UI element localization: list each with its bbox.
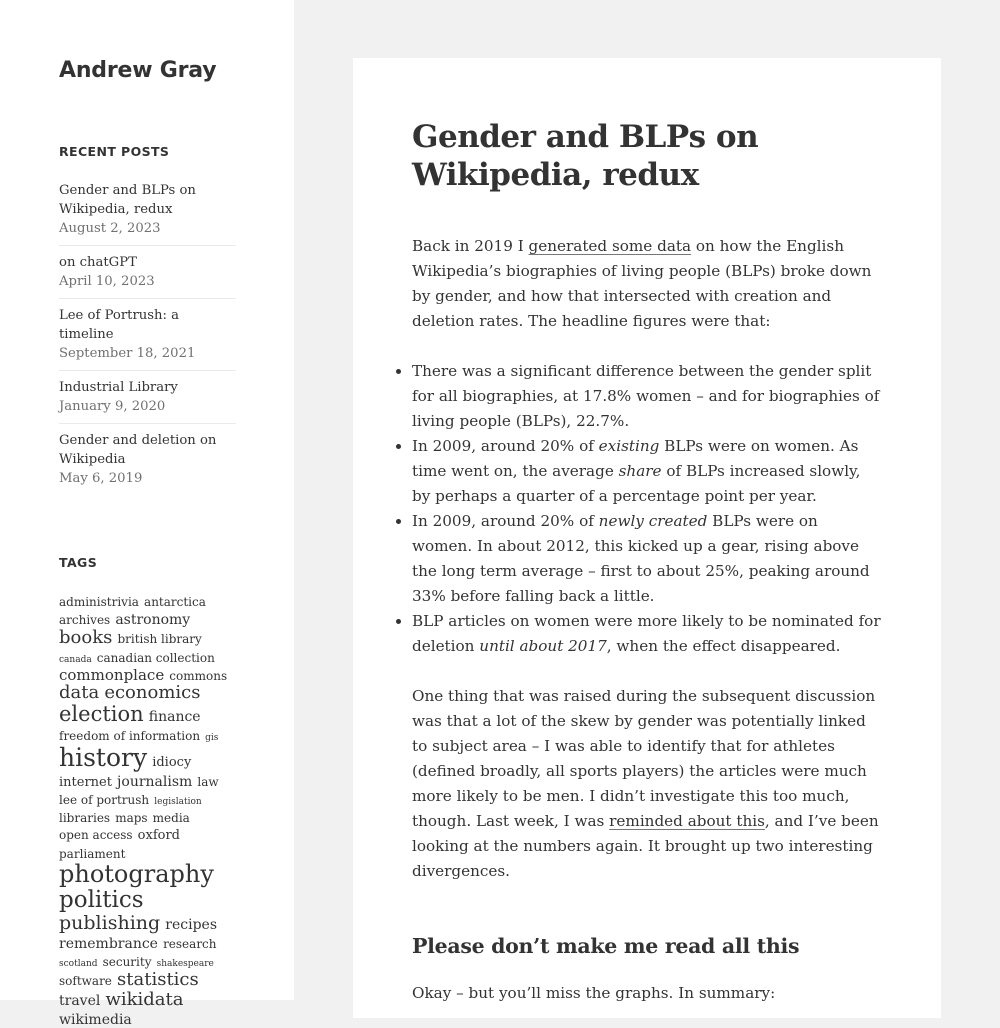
tag-link[interactable]: libraries — [59, 810, 111, 825]
recent-post-item — [59, 431, 236, 495]
tag-link[interactable]: commons — [169, 668, 228, 683]
tag-link[interactable]: oxford — [137, 828, 181, 844]
recent-posts-widget — [59, 144, 235, 495]
tag-link[interactable]: data — [59, 682, 100, 704]
tag-link[interactable]: commonplace — [59, 665, 165, 684]
recent-post-link[interactable]: Lee of Portrush: a timeline — [59, 308, 180, 342]
tag-link[interactable]: archives — [59, 612, 111, 627]
tag-link[interactable]: law — [197, 774, 219, 789]
tag-link[interactable]: media — [152, 810, 190, 825]
tag-link[interactable]: shakespeare — [156, 959, 214, 970]
intro-paragraph: Back in 2019 I generated some data on how the English Wikipedia’s biographies of living people (BLPs) broke down by gender, and how that intersected with creation and deletion rates. The headline figures were that: — [412, 237, 872, 330]
recent-post-link[interactable]: on chatGPT — [59, 255, 137, 270]
recent-post-link[interactable]: Gender and BLPs on Wikipedia, redux — [59, 183, 196, 217]
recent-post-item — [59, 253, 236, 299]
tag-link[interactable]: security — [102, 955, 152, 970]
tag-link[interactable]: freedom of information — [59, 729, 201, 744]
generated-data-link[interactable]: generated some data — [528, 237, 692, 255]
recent-posts-list — [59, 181, 236, 495]
tag-link[interactable]: photography — [59, 860, 214, 889]
recent-post-date: May 6, 2019 — [59, 471, 143, 486]
tag-link[interactable]: recipes — [165, 917, 218, 933]
tag-link[interactable]: open access — [59, 828, 133, 843]
site-title[interactable]: Andrew Gray — [59, 58, 217, 83]
tag-cloud — [59, 592, 239, 1028]
tag-link[interactable]: travel — [59, 992, 101, 1009]
tags-widget — [59, 555, 235, 1028]
recent-post-item — [59, 306, 236, 371]
finding-item: • In 2009, around 20% of newly created BLPs were on women. In about 2012, this kicked up a gear, rising above the long term average – first to about 25%, peaking around 33% before falling back a little. — [412, 509, 882, 609]
tag-link[interactable]: economics — [104, 682, 201, 704]
tag-link[interactable]: gis — [205, 733, 219, 744]
article-title: Gender and BLPs on Wikipedia, redux — [412, 119, 759, 193]
body-paragraph: One thing that was raised during the subsequent discussion was that a lot of the skew by gender was potentially linked to subject area – I was able to identify that for athletes (defined broadly, all sports players) the articles were much more likely to be men. I didn’t investigate this too much, though. Last week, I was reminded about this, and I’ve been looking at the numbers again. It brought up two interesting divergences. — [412, 687, 879, 880]
tag-link[interactable]: research — [163, 936, 217, 951]
tag-link[interactable]: journalism — [117, 773, 193, 790]
tag-link[interactable]: books — [59, 626, 113, 648]
tag-link[interactable]: finance — [148, 709, 201, 726]
findings-list — [412, 359, 882, 659]
tag-link[interactable]: wikidata — [105, 988, 184, 1010]
summary-paragraph: Okay – but you’ll miss the graphs. In summary: — [412, 984, 776, 1002]
section-heading: Please don’t make me read all this — [412, 934, 800, 958]
tag-link[interactable]: history — [59, 743, 148, 773]
tag-link[interactable]: administrivia — [59, 595, 139, 609]
reminded-link[interactable]: reminded about this — [609, 812, 765, 830]
recent-posts-heading: RECENT POSTS — [59, 144, 170, 159]
finding-item: • There was a significant difference between the gender split for all biographies, at 17.8% women – and for biographies of living people (BLPs), 22.7%. — [412, 359, 882, 434]
tag-link[interactable]: antarctica — [144, 595, 206, 609]
tag-link[interactable]: statistics — [117, 969, 199, 991]
tag-link[interactable]: wikimedia — [59, 1011, 132, 1028]
recent-post-item — [59, 181, 236, 246]
recent-post-date: April 10, 2023 — [59, 274, 155, 289]
tag-link[interactable]: legislation — [154, 796, 202, 807]
finding-item: • In 2009, around 20% of existing BLPs were on women. As time went on, the average share of BLPs increased slowly, by perhaps a quarter of a percentage point per year. — [412, 434, 882, 509]
tag-link[interactable]: canadian collection — [96, 650, 215, 665]
article-card — [353, 58, 941, 1018]
recent-post-link[interactable]: Gender and deletion on Wikipedia — [59, 433, 217, 467]
tag-link[interactable]: internet — [59, 774, 112, 790]
tag-link[interactable]: canada — [59, 654, 92, 665]
tag-link[interactable]: publishing — [59, 912, 161, 934]
tag-link[interactable]: politics — [59, 886, 144, 913]
tag-link[interactable]: lee of portrush — [59, 792, 150, 807]
tag-link[interactable]: british library — [117, 631, 202, 646]
article-content — [412, 234, 882, 1006]
tag-link[interactable]: maps — [115, 810, 148, 825]
tag-link[interactable]: astronomy — [115, 611, 191, 628]
tag-link[interactable]: software — [59, 974, 112, 989]
recent-post-date: August 2, 2023 — [59, 221, 161, 236]
finding-item: • BLP articles on women were more likely to be nominated for deletion until about 2017, when the effect disappeared. — [412, 609, 882, 659]
tags-heading: TAGS — [59, 555, 98, 570]
recent-post-item — [59, 378, 236, 424]
tag-link[interactable]: remembrance — [59, 935, 158, 952]
tag-link[interactable]: scotland — [59, 959, 98, 970]
recent-post-date: September 18, 2021 — [59, 346, 196, 361]
recent-post-date: January 9, 2020 — [59, 399, 166, 414]
tag-link[interactable]: parliament — [59, 846, 126, 861]
sidebar — [0, 0, 294, 1028]
tag-link[interactable]: election — [59, 702, 144, 727]
tag-link[interactable]: idiocy — [152, 755, 192, 771]
recent-post-link[interactable]: Industrial Library — [59, 380, 178, 395]
